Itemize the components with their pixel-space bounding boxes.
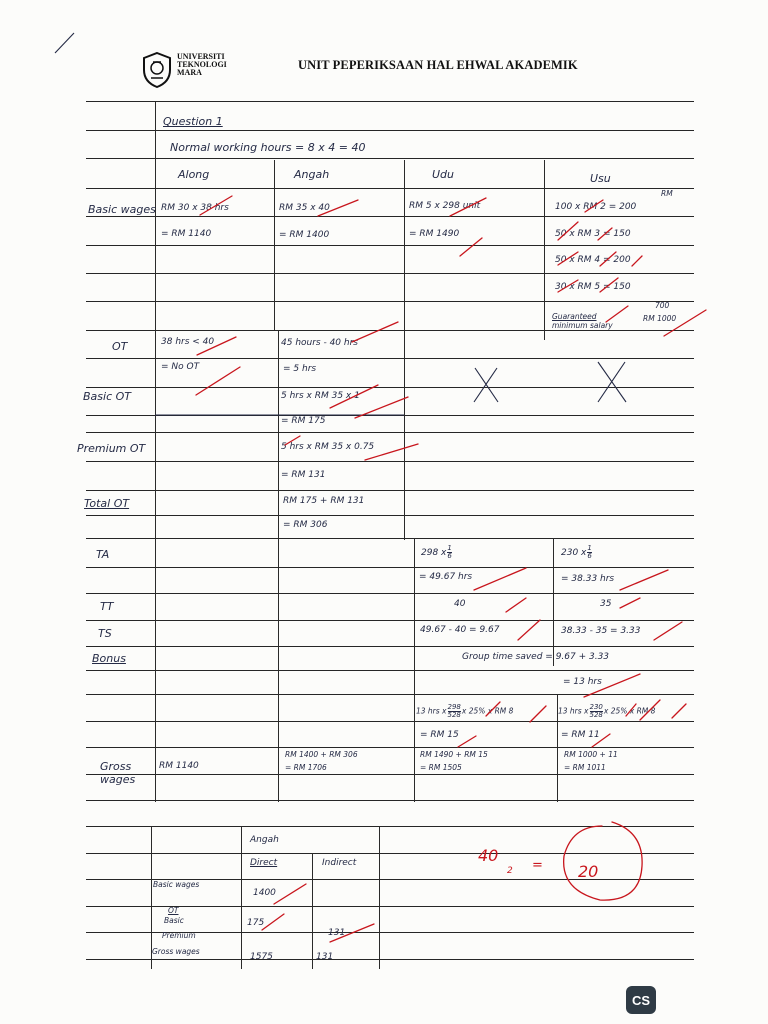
- ruled-line: [86, 646, 694, 647]
- summary-row-basic-wages: Basic wages: [153, 880, 200, 889]
- usu-bonus-calc: 13 hrs x $\frac{230}{528}$ x 25% x RM 8: [558, 703, 656, 719]
- angah-gross-result: = RM 1706: [285, 763, 327, 772]
- summary-indirect-premium: 131: [328, 928, 346, 938]
- usu-basic-total: 700: [655, 301, 670, 310]
- summary-heading: Angah: [250, 835, 279, 845]
- ruled-line: [86, 826, 694, 827]
- summary-row-ot: OT: [168, 906, 179, 915]
- score-mark: 40: [478, 846, 499, 865]
- tick-mark: [274, 884, 306, 904]
- udu-bonus-calc: 13 hrs x $\frac{298}{528}$ x 25% x RM 8: [416, 703, 514, 719]
- usu-rm-label: RM: [661, 189, 673, 198]
- row-label-basic-ot: Basic OT: [83, 390, 131, 403]
- angah-basic-ot-calc: 5 hrs x RM 35 x 1: [281, 391, 360, 401]
- tick-mark: [672, 704, 686, 718]
- university-name: UNIVERSITI TEKNOLOGI MARA: [177, 52, 227, 77]
- udu-bonus-result: = RM 15: [420, 730, 459, 740]
- tick-mark: [518, 620, 540, 640]
- row-label-basic-wages: Basic wages: [88, 203, 156, 216]
- ruled-line: [86, 461, 694, 462]
- along-basic-calc: RM 30 x 38 hrs: [161, 203, 229, 213]
- usu-minimum-salary: minimum salary: [552, 321, 613, 330]
- ruled-line: [86, 490, 694, 491]
- ruled-line: [86, 130, 694, 131]
- summary-direct-ot: 175: [247, 918, 265, 928]
- table-column-line: [404, 160, 405, 540]
- row-label-ot: OT: [112, 340, 128, 353]
- tick-mark: [654, 622, 682, 640]
- row-label-gross-wages: Gross wages: [100, 760, 136, 786]
- ruled-line: [86, 853, 694, 854]
- angah-basic-calc: RM 35 x 40: [279, 203, 330, 213]
- table-column-line: [544, 160, 545, 340]
- table-column-line: [278, 330, 279, 802]
- ruled-line: [86, 188, 694, 189]
- tick-mark: [620, 598, 640, 608]
- tick-mark: [506, 598, 526, 612]
- angah-basic-result: = RM 1400: [279, 230, 330, 240]
- usu-ts: 38.33 - 35 = 3.33: [561, 626, 641, 636]
- tick-mark: [530, 706, 546, 722]
- usu-gross-result: = RM 1011: [564, 763, 606, 772]
- ruled-line: [86, 800, 694, 801]
- udu-basic-result: = RM 1490: [409, 229, 460, 239]
- udu-gross-result: = RM 1505: [420, 763, 462, 772]
- score-divisor: 2: [507, 866, 513, 876]
- ruled-line: [86, 158, 694, 159]
- ruled-line: [86, 747, 694, 748]
- ruled-line: [86, 538, 694, 539]
- angah-total-ot-result: = RM 306: [283, 520, 328, 530]
- summary-row-premium: Premium: [162, 931, 196, 940]
- tick-mark: [474, 568, 526, 590]
- along-gross: RM 1140: [159, 761, 199, 771]
- usu-basic-line-4: 30 x RM 5 = 150: [555, 282, 631, 292]
- table-column-line: [274, 160, 275, 330]
- ruled-line: [86, 415, 694, 416]
- udu-ta-result: = 49.67 hrs: [419, 572, 473, 582]
- ruled-line: [86, 959, 694, 960]
- normal-hours: Normal working hours = 8 x 4 = 40: [170, 141, 366, 154]
- ruled-line: [86, 515, 694, 516]
- udu-ts: 49.67 - 40 = 9.67: [420, 625, 500, 635]
- score-equals: =: [532, 858, 543, 873]
- usu-basic-line-2: 50 x RM 3 = 150: [555, 229, 631, 239]
- row-label-bonus: Bonus: [92, 652, 126, 665]
- ruled-line: [86, 301, 694, 302]
- row-label-ta: TA: [96, 548, 110, 561]
- not-applicable-mark: [474, 368, 498, 402]
- udu-ta-calc: 298 x $\frac{1}{6}$: [421, 544, 452, 560]
- ruled-line: [86, 330, 694, 331]
- tick-mark: [352, 322, 398, 342]
- column-header-usu: Usu: [590, 172, 611, 185]
- row-label-ts: TS: [98, 627, 112, 640]
- ruled-line: [86, 593, 694, 594]
- tick-mark: [606, 306, 628, 322]
- angah-premium-ot-result: = RM 131: [281, 470, 326, 480]
- ruled-line: [86, 670, 694, 671]
- usu-tt: 35: [600, 599, 612, 609]
- ruled-line: [86, 721, 694, 722]
- column-header-along: Along: [178, 168, 210, 181]
- tick-mark: [196, 367, 240, 395]
- ruled-line: [86, 620, 694, 621]
- ruled-line: [86, 273, 694, 274]
- header-title: UNIT PEPERIKSAAN HAL EHWAL AKADEMIK: [298, 58, 578, 72]
- ruled-line: [86, 567, 694, 568]
- angah-gross-calc: RM 1400 + RM 306: [285, 750, 358, 759]
- column-header-angah: Angah: [294, 168, 330, 181]
- usu-bonus-result: = RM 11: [561, 730, 600, 740]
- summary-direct-basic: 1400: [253, 888, 276, 898]
- row-label-premium-ot: Premium OT: [77, 442, 146, 455]
- summary-column-line: [312, 853, 313, 969]
- along-ot-calc: 38 hrs < 40: [161, 337, 215, 347]
- score-circle: [564, 822, 642, 900]
- summary-column-line: [379, 826, 380, 969]
- group-time-saved: Group time saved = 9.67 + 3.33: [462, 652, 610, 662]
- usu-guaranteed: Guaranteed: [552, 312, 597, 321]
- tick-mark: [262, 914, 284, 930]
- summary-column-line: [241, 826, 242, 969]
- usu-gross-calc: RM 1000 + 11: [564, 750, 618, 759]
- udu-tt: 40: [454, 599, 466, 609]
- group-time-result: = 13 hrs: [563, 677, 602, 687]
- usu-basic-line-3: 50 x RM 4 = 200: [555, 255, 631, 265]
- ruled-line: [86, 774, 694, 775]
- ruled-line: [86, 245, 694, 246]
- along-ot-result: = No OT: [161, 362, 200, 372]
- usu-ta-calc: 230 x $\frac{1}{6}$: [561, 544, 592, 560]
- ruled-line: [86, 387, 694, 388]
- angah-basic-ot-result: = RM 175: [281, 416, 326, 426]
- ruled-line: [86, 358, 694, 359]
- angah-ot-result: = 5 hrs: [283, 364, 317, 374]
- summary-direct-gross: 1575: [250, 952, 273, 962]
- summary-row-basic: Basic: [164, 916, 184, 925]
- column-header-udu: Udu: [432, 168, 455, 181]
- usu-guaranteed-amount: RM 1000: [643, 314, 677, 323]
- summary-col-direct: Direct: [250, 858, 278, 868]
- udu-gross-calc: RM 1490 + RM 15: [420, 750, 488, 759]
- table-column-line: [553, 538, 554, 666]
- angah-total-ot-calc: RM 175 + RM 131: [283, 496, 365, 506]
- ruled-line: [86, 216, 694, 217]
- pen-stroke: [55, 33, 74, 53]
- row-label-total-ot: Total OT: [84, 497, 130, 510]
- usu-ta-result: = 38.33 hrs: [561, 574, 615, 584]
- tick-mark: [632, 256, 642, 266]
- usu-basic-line-1: 100 x RM 2 = 200: [555, 202, 637, 212]
- camscanner-badge: CS: [626, 986, 656, 1014]
- summary-indirect-gross: 131: [316, 952, 334, 962]
- question-heading: Question 1: [163, 115, 223, 128]
- tick-mark: [460, 238, 482, 256]
- angah-premium-ot-calc: 5 hrs x RM 35 x 0.75: [281, 442, 375, 452]
- tick-mark: [458, 736, 476, 747]
- summary-col-indirect: Indirect: [322, 858, 357, 868]
- row-label-tt: TT: [100, 600, 114, 613]
- ruled-line: [86, 101, 694, 102]
- udu-basic-calc: RM 5 x 298 unit: [409, 201, 481, 211]
- final-score: 20: [578, 862, 599, 881]
- ruled-line: [86, 432, 694, 433]
- not-applicable-mark: [598, 362, 626, 402]
- ruled-line: [86, 694, 694, 695]
- tick-mark: [620, 570, 668, 590]
- table-column-line: [414, 538, 415, 802]
- uitm-crest-icon: [142, 52, 172, 88]
- angah-ot-calc: 45 hours - 40 hrs: [281, 338, 358, 348]
- summary-row-gross: Gross wages: [152, 947, 200, 956]
- along-basic-result: = RM 1140: [161, 229, 212, 239]
